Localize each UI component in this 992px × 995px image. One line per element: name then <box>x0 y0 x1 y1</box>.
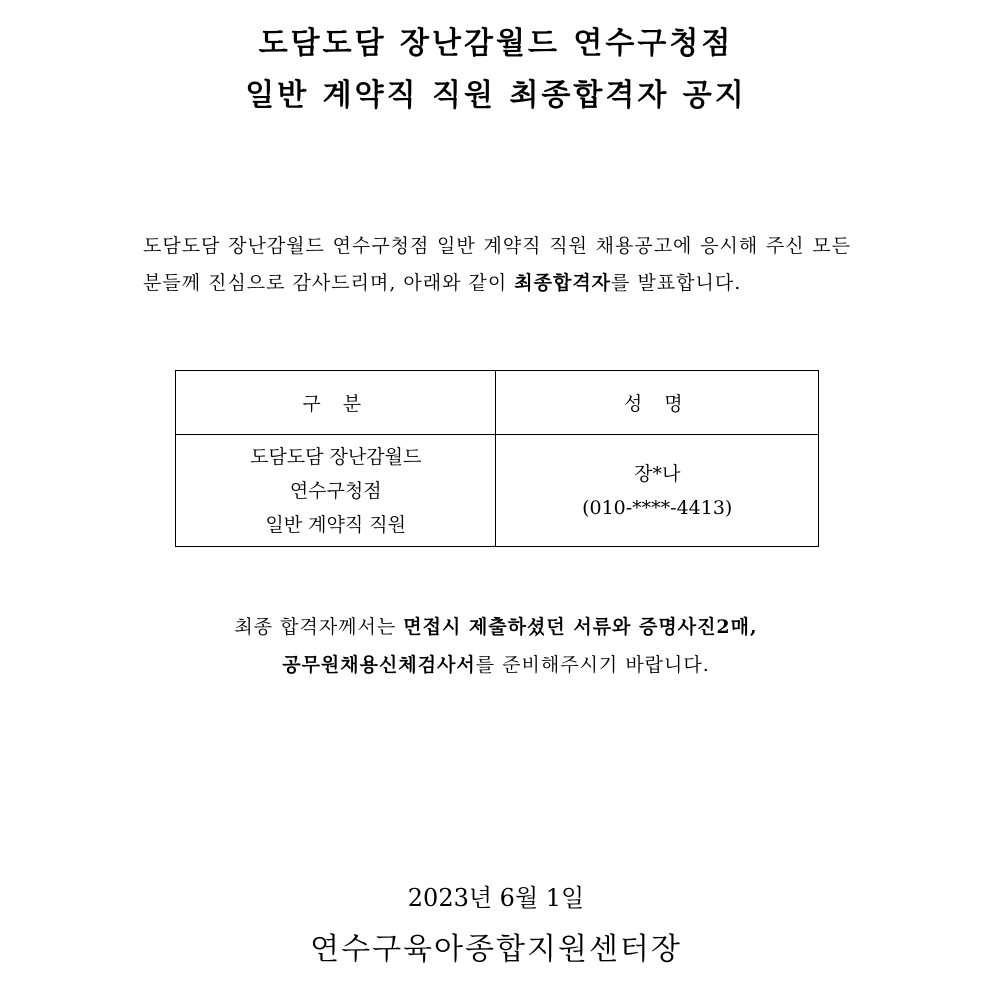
notice-line1-bold: 면접시 제출하셨던 서류와 증명사진2매, <box>403 616 758 638</box>
notice-line1-pre: 최종 합격자께서는 <box>234 616 404 638</box>
candidate-name: 장*나 <box>634 462 681 485</box>
notice-title-line1: 도담도담 장난감월드 연수구청점 <box>258 26 734 61</box>
notice-paragraph <box>0 608 992 684</box>
intro-text-part2: 를 발표합니다. <box>611 272 742 294</box>
notice-line2-bold: 공무원채용신체검사서 <box>282 654 476 676</box>
result-table <box>175 370 819 547</box>
notice-title-line2: 일반 계약직 직원 최종합격자 공지 <box>245 78 747 113</box>
issuer-name: 연수구육아종합지원센터장 <box>310 932 682 967</box>
intro-text-part1: 도담도담 장난감월드 연수구청점 일반 계약직 직원 채용공고에 응시해 주신 모든 분들께 진심으로 감사드리며, 아래와 같이 <box>143 235 851 294</box>
intro-text-bold: 최종합격자 <box>514 272 612 294</box>
notice-date: 2023년 6월 1일 <box>407 884 585 912</box>
division-line-1: 도담도담 장난감월드 <box>250 445 422 468</box>
notice-line-2 <box>0 646 992 684</box>
division-line-2: 연수구청점 <box>289 479 382 502</box>
notice-line-1 <box>0 608 992 646</box>
header-name: 성 명 <box>496 371 819 435</box>
division-line-3: 일반 계약직 직원 <box>265 513 406 536</box>
intro-paragraph <box>143 228 851 302</box>
table-header-row <box>176 371 819 435</box>
table-row <box>176 435 819 547</box>
cell-name <box>496 435 819 547</box>
header-division: 구 분 <box>176 371 496 435</box>
notice-line2-post: 를 준비해주시기 바랍니다. <box>475 654 710 676</box>
cell-division <box>176 435 496 547</box>
candidate-phone: (010-****-4413) <box>582 496 733 519</box>
